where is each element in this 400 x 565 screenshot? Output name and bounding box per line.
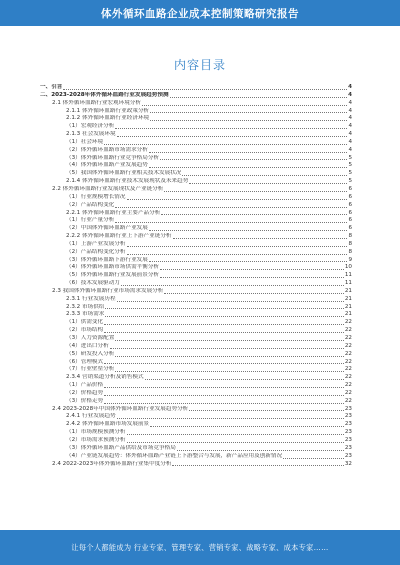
toc-entry-title: 2.2.1 体外循环血路行业主要产品分析 [66,209,161,216]
toc-entry[interactable] [40,257,352,265]
toc-leader-dots [115,207,347,208]
toc-entry[interactable] [40,233,352,241]
toc-leader-dots [173,238,348,239]
toc-entry-page: 8 [348,248,352,255]
toc-leader-dots [127,442,344,443]
toc-leader-dots [121,285,344,286]
toc-entry-page: 23 [344,444,352,451]
toc-entry-title: （3）体外循环血路下游行业发展 [66,256,148,263]
toc-entry-title: 2.4.2 体外循环血路市场发展前景 [66,421,150,428]
toc-entry[interactable] [40,92,352,100]
toc-entry-page: 22 [344,397,352,404]
toc-entry-title: （2）市场需求预测分析 [66,436,126,443]
toc-entry-title: 2.1.2 体外循环血路行业经济环境 [66,115,150,122]
toc-entry-title: （2）产品结构变化分析 [66,248,126,255]
toc-entry-page: 4 [348,107,352,114]
report-title: 体外循环血路企业成本控制策略研究报告 [101,7,299,20]
toc-entry-title: （4）产业链发展趋势：体外循环血路产业链上下游整合与发展，新产品应用及创新情况 [66,452,283,459]
toc-leader-dots [283,458,344,459]
toc-entry-page: 22 [344,342,352,349]
toc-entry[interactable] [40,311,352,319]
toc-leader-dots [164,191,347,192]
toc-leader-dots [105,308,343,309]
toc-leader-dots [104,332,344,333]
toc-leader-dots [189,183,347,184]
toc-entry[interactable] [40,170,352,178]
toc-entry-title: 2.4 2022-2023年体外循环血路行业集中度分析 [52,460,172,467]
toc-entry[interactable] [40,288,352,296]
toc-entry-title: 一、引言 [40,84,63,90]
toc-entry-title: 2.1.3 社会发展环境 [66,131,116,138]
toc-entry-title: （6）管理模式 [66,358,104,365]
toc-entry[interactable] [40,202,352,210]
toc-entry-title: （6）技术发展驱动力 [66,280,120,287]
toc-entry-title: （2）中国体外循环血路产业发展 [66,225,148,232]
toc-entry[interactable] [40,453,352,461]
toc-entry[interactable] [40,123,352,131]
toc-entry[interactable] [40,413,352,421]
toc-entry[interactable] [40,398,352,406]
toc-entry-title: 2.2 体外循环血路行业发展现状及产业链分析 [52,185,164,192]
toc-entry-page: 5 [348,178,352,185]
toc-entry-title: （2）产品结构变化 [66,201,115,208]
toc-leader-dots [104,144,347,145]
toc-leader-dots [115,128,347,129]
toc-entry[interactable] [40,155,352,163]
toc-entry-page: 11 [344,280,352,287]
toc-entry-title: 2.3.2 市场供给 [66,303,105,310]
toc-leader-dots [117,418,344,419]
toc-leader-dots [104,324,344,325]
toc-leader-dots [149,152,348,153]
footer-bar [0,530,400,565]
toc-leader-dots [127,434,344,435]
toc-leader-dots [105,316,343,317]
toc-entry-page: 23 [344,413,352,420]
toc-entry-page: 4 [348,99,352,106]
toc-entry[interactable] [40,461,352,469]
table-of-contents [40,84,352,468]
toc-entry-page: 4 [348,84,352,90]
toc-entry[interactable] [40,84,352,92]
toc-entry-page: 23 [344,421,352,428]
toc-entry-page: 5 [348,170,352,177]
toc-leader-dots [115,356,344,357]
toc-leader-dots [160,269,344,270]
toc-entry-title: （1）上游产业发展分析 [66,240,126,247]
toc-entry[interactable] [40,343,352,351]
toc-entry-title: （5）研发投入分析 [66,350,115,357]
toc-entry[interactable] [40,304,352,312]
toc-entry[interactable] [40,335,352,343]
toc-entry-page: 22 [344,335,352,341]
toc-leader-dots [189,410,344,411]
toc-entry-title: 2.3.4 营销渠道分析及销售模式 [66,374,144,381]
toc-entry-title: （2）体外循环血路市场需求分析 [66,146,148,153]
toc-leader-dots [115,222,347,223]
toc-entry[interactable] [40,445,352,453]
toc-entry-page: 22 [344,319,352,326]
toc-entry-page: 5 [348,154,352,161]
toc-entry[interactable] [40,100,352,108]
toc-entry-title: （5）我国体外循环血路行业相关技术发展状况 [66,170,182,177]
toc-leader-dots [110,348,344,349]
toc-entry-page: 4 [348,123,352,130]
toc-entry[interactable] [40,429,352,437]
toc-leader-dots [63,89,347,90]
footer-slogan: 让每个人都能成为 行业专家、管理专家、营销专家、战略专家、成本专家…… [71,542,329,552]
toc-entry-page: 22 [344,358,352,365]
toc-entry-page: 10 [344,264,352,271]
toc-entry-page: 22 [344,366,352,373]
toc-leader-dots [160,277,344,278]
toc-entry[interactable] [40,296,352,304]
toc-leader-dots [149,167,348,168]
toc-entry-title: （3）体外循环血路行业竞争格局分析 [66,154,160,161]
toc-entry-title: （4）体外循环血路产业发展趋势 [66,162,148,169]
toc-entry-title: （1）行业规模增长情况 [66,193,126,200]
toc-entry[interactable] [40,139,352,147]
toc-entry[interactable] [40,178,352,186]
toc-entry-title: （7）行业壁垒分析 [66,366,115,373]
toc-leader-dots [150,112,347,113]
toc-entry[interactable] [40,210,352,218]
toc-leader-dots [164,293,344,294]
toc-entry-title: （4）进出口分析 [66,342,109,349]
toc-entry-page: 22 [344,350,352,357]
toc-entry-title: 2.1.4 体外循环血路行业技术发展现状及未来趋势 [66,178,189,185]
toc-entry[interactable] [40,390,352,398]
toc-leader-dots [145,379,344,380]
toc-entry[interactable] [40,241,352,249]
toc-entry-page: 21 [344,303,352,310]
toc-entry-title: （3）人力资源配置 [66,335,115,341]
toc-entry-page: 23 [344,452,352,459]
toc-leader-dots [150,426,344,427]
toc-entry-page: 4 [348,138,352,145]
toc-leader-dots [127,254,348,255]
toc-leader-dots [104,363,344,364]
toc-leader-dots [170,97,348,98]
toc-leader-dots [172,465,343,466]
toc-heading: 内容目录 [173,58,226,72]
toc-leader-dots [150,120,347,121]
toc-leader-dots [104,395,344,396]
toc-entry-title: 2.3.3 市场需求 [66,311,105,318]
toc-entry-page: 5 [348,162,352,169]
toc-entry[interactable] [40,374,352,382]
toc-leader-dots [161,214,347,215]
toc-entry[interactable] [40,406,352,414]
toc-entry[interactable] [40,421,352,429]
toc-entry-page: 4 [348,91,352,98]
toc-entry[interactable] [40,327,352,335]
toc-entry[interactable] [40,319,352,327]
toc-entry-page: 4 [348,115,352,122]
toc-entry-page: 4 [348,146,352,153]
toc-entry-page: 22 [344,374,352,381]
toc-leader-dots [142,105,347,106]
toc-entry[interactable] [40,351,352,359]
toc-entry[interactable] [40,366,352,374]
toc-entry[interactable] [40,264,352,272]
toc-entry-page: 21 [344,311,352,318]
toc-entry-title: 2.2.2 体外循环血路行业上下游产业链分析 [66,233,172,240]
toc-entry-title: （2）市场结构 [66,327,104,334]
toc-entry-title: （1）市场规模预测分析 [66,429,126,436]
toc-entry[interactable] [40,217,352,225]
toc-entry-page: 6 [348,225,352,232]
toc-entry-title: （3）价格走势 [66,397,104,404]
toc-entry-page: 6 [348,185,352,192]
toc-entry-title: 2.3.1 行业发展历程 [66,295,116,302]
toc-entry-page: 11 [344,272,352,279]
toc-leader-dots [182,175,347,176]
toc-leader-dots [149,261,348,262]
toc-entry-title: 2.1 体外循环血路行业宏观环境分析 [52,99,141,106]
toc-entry-page: 9 [348,256,352,263]
toc-entry-page: 8 [348,240,352,247]
toc-entry[interactable] [40,272,352,280]
toc-entry-page: 22 [344,382,352,389]
toc-entry-page: 6 [348,209,352,216]
toc-entry-page: 21 [344,287,352,294]
toc-entry[interactable] [40,108,352,116]
toc-entry-page: 22 [344,327,352,334]
toc-entry-page: 32 [344,460,352,467]
toc-entry-page: 6 [348,201,352,208]
toc-leader-dots [149,230,348,231]
toc-entry[interactable] [40,162,352,170]
toc-entry-title: （3）体外循环血路产品供给及市场竞争格局 [66,444,176,451]
toc-entry[interactable] [40,147,352,155]
toc-entry-page: 23 [344,429,352,436]
toc-entry-title: 2.1.1 体外循环血路行业政策分析 [66,107,150,114]
toc-entry-title: 2.3 我国体外循环血路行业市场需求发展分析 [52,287,164,294]
toc-entry[interactable] [40,437,352,445]
toc-entry[interactable] [40,280,352,288]
toc-entry-page: 23 [344,436,352,443]
toc-entry-title: 2.4 2023-2028年中国体外循环血路行业发展趋势分析 [52,405,189,412]
toc-leader-dots [104,403,344,404]
toc-entry[interactable] [40,382,352,390]
toc-entry-page: 8 [348,233,352,240]
toc-entry-title: 2.4.1 行业发展趋势 [66,413,116,420]
toc-entry[interactable] [40,115,352,123]
toc-entry-title: （2）价格趋势 [66,389,104,396]
toc-entry-page: 22 [344,389,352,396]
toc-entry[interactable] [40,249,352,257]
toc-entry-page: 6 [348,193,352,200]
toc-entry-title: （1）产品价格 [66,382,104,389]
toc-leader-dots [127,246,348,247]
toc-entry-page: 4 [348,131,352,138]
report-header-bar [0,0,400,26]
toc-entry[interactable] [40,194,352,202]
toc-leader-dots [115,340,344,341]
toc-entry-page: 23 [344,405,352,412]
toc-entry-title: （1）社会环境 [66,138,104,145]
toc-leader-dots [127,199,348,200]
toc-entry-title: （4）体外循环血路市场供需平衡分析 [66,264,160,271]
toc-leader-dots [104,387,344,388]
toc-leader-dots [177,450,344,451]
toc-leader-dots [117,301,344,302]
toc-entry-page: 6 [348,217,352,224]
toc-entry-title: （1）供需变化 [66,319,104,326]
toc-entry-title: （5）体外循环血路行业发展前景分析 [66,272,160,279]
toc-leader-dots [160,159,347,160]
toc-entry-title: 二、2023-2028年体外循环血路行业发展趋势预测 [40,91,169,98]
toc-leader-dots [115,371,344,372]
toc-entry-page: 21 [344,295,352,302]
toc-entry[interactable] [40,131,352,139]
toc-entry[interactable] [40,186,352,194]
toc-entry[interactable] [40,225,352,233]
toc-entry-title: （1）宏观经济分析 [66,123,115,130]
toc-entry[interactable] [40,359,352,367]
toc-entry-title: （1）行业产量分析 [66,217,115,224]
toc-leader-dots [117,136,348,137]
